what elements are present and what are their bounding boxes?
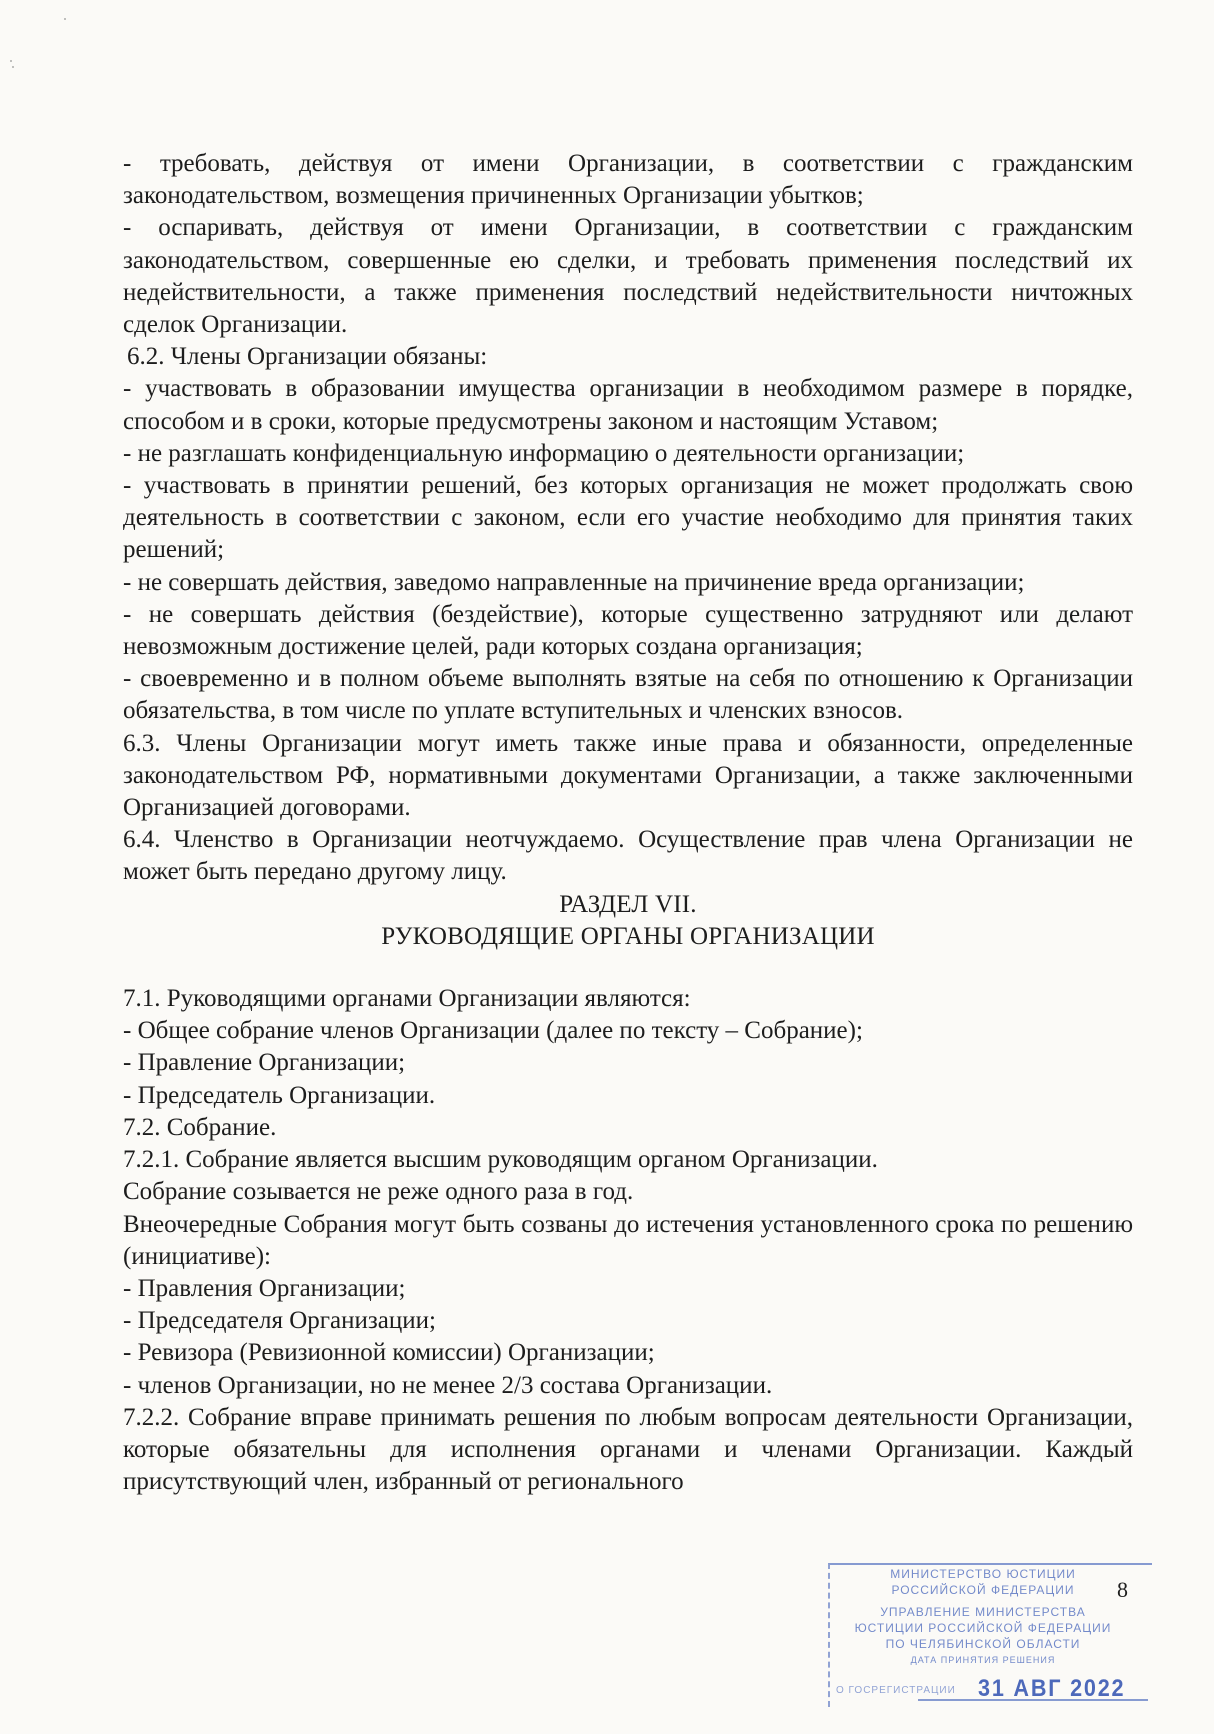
- stamp-line: ЮСТИЦИИ РОССИЙСКОЙ ФЕДЕРАЦИИ: [854, 1621, 1112, 1635]
- rights-and-duties-block: [123, 148, 1133, 889]
- paragraph: - не совершать действия, заведомо направленные на причинение вреда организации;: [123, 568, 1025, 596]
- page-number: 8: [1117, 1577, 1128, 1602]
- paragraph: 6.3. Члены Организации могут иметь также иные права и обязанности, определенные законодательством РФ, нормативными документами Организации, а также заключенными Организацией договорами.: [123, 729, 1133, 822]
- paragraph: Собрание созывается не реже одного раза в год.: [123, 1178, 634, 1206]
- document-body: [123, 148, 1133, 1498]
- stamp-line: ДАТА ПРИНЯТИЯ РЕШЕНИЯ: [910, 1655, 1056, 1665]
- paragraph: - не разглашать конфиденциальную информацию о деятельности организации;: [123, 439, 965, 467]
- stamp-underline: [918, 1699, 1148, 1701]
- paragraph: - Правление Организации;: [123, 1049, 406, 1077]
- stamp-line: УПРАВЛЕНИЕ МИНИСТЕРСТВА: [880, 1605, 1086, 1619]
- paragraph: - Председатель Организации.: [123, 1081, 436, 1109]
- section-number: РАЗДЕЛ VII.: [559, 890, 697, 918]
- paragraph: - оспаривать, действуя от имени Организации, в соответствии с гражданским законодательством, совершенные ею сделки, и требовать применения последствий их недействительности, а также применения последствий недействительности ничтожных сделок Организации.: [123, 214, 1133, 339]
- paragraph: - Правления Организации;: [123, 1274, 406, 1302]
- stamp-line: РОССИЙСКОЙ ФЕДЕРАЦИИ: [891, 1583, 1075, 1597]
- paragraph: 7.1. Руководящими органами Организации являются:: [123, 985, 691, 1013]
- paragraph: - участвовать в принятии решений, без которых организация не может продолжать свою деятельность в соответствии с законом, если его участие необходимо для принятия таких решений;: [123, 472, 1133, 564]
- registration-stamp: [828, 1563, 1158, 1713]
- section-title: РУКОВОДЯЩИЕ ОРГАНЫ ОРГАНИЗАЦИИ: [381, 922, 875, 950]
- paragraph: 7.2. Собрание.: [123, 1113, 277, 1141]
- paragraph: - Ревизора (Ревизионной комиссии) Организации;: [123, 1339, 655, 1367]
- stamp-date: 31 АВГ 2022: [978, 1675, 1126, 1702]
- stamp-line: МИНИСТЕРСТВО ЮСТИЦИИ: [890, 1567, 1076, 1581]
- paragraph: - не совершать действия (бездействие), которые существенно затрудняют или делают невозможным достижение целей, ради которых создана организация;: [123, 600, 1133, 661]
- paragraph-heading-6-2: 6.2. Члены Организации обязаны:: [127, 343, 488, 371]
- stamp-prefix: О ГОСРЕГИСТРАЦИИ: [836, 1685, 956, 1696]
- paragraph: 7.2.2. Собрание вправе принимать решения по любым вопросам деятельности Организации, которые обязательны для исполнения органами и членами Организации. Каждый присутствующий член, избранный от регионального: [123, 1403, 1133, 1496]
- governing-bodies-block: [123, 983, 1133, 1498]
- stamp-line: ПО ЧЕЛЯБИНСКОЙ ОБЛАСТИ: [885, 1637, 1081, 1651]
- paragraph: - своевременно и в полном объеме выполнять взятые на себя по отношению к Организации обязательства, в том числе по уплате вступительных и членских взносов.: [123, 665, 1133, 725]
- paragraph: - Председателя Организации;: [123, 1307, 436, 1335]
- paragraph: - требовать, действуя от имени Организации, в соответствии с гражданским законодательством, возмещения причиненных Организации убытков;: [123, 150, 1133, 210]
- paragraph: - участвовать в образовании имущества организации в необходимом размере в порядке, способом и в сроки, которые предусмотрены законом и настоящим Уставом;: [123, 375, 1133, 435]
- paragraph: Внеочередные Собрания могут быть созваны до истечения установленного срока по решению (инициативе):: [123, 1210, 1133, 1270]
- paragraph: 7.2.1. Собрание является высшим руководящим органом Организации.: [123, 1146, 878, 1174]
- paragraph: 6.4. Членство в Организации неотчуждаемо. Осуществление прав члена Организации не может быть передано другому лицу.: [123, 826, 1133, 886]
- paragraph: - членов Организации, но не менее 2/3 состава Организации.: [123, 1371, 773, 1399]
- paragraph: - Общее собрание членов Организации (далее по тексту – Собрание);: [123, 1017, 863, 1045]
